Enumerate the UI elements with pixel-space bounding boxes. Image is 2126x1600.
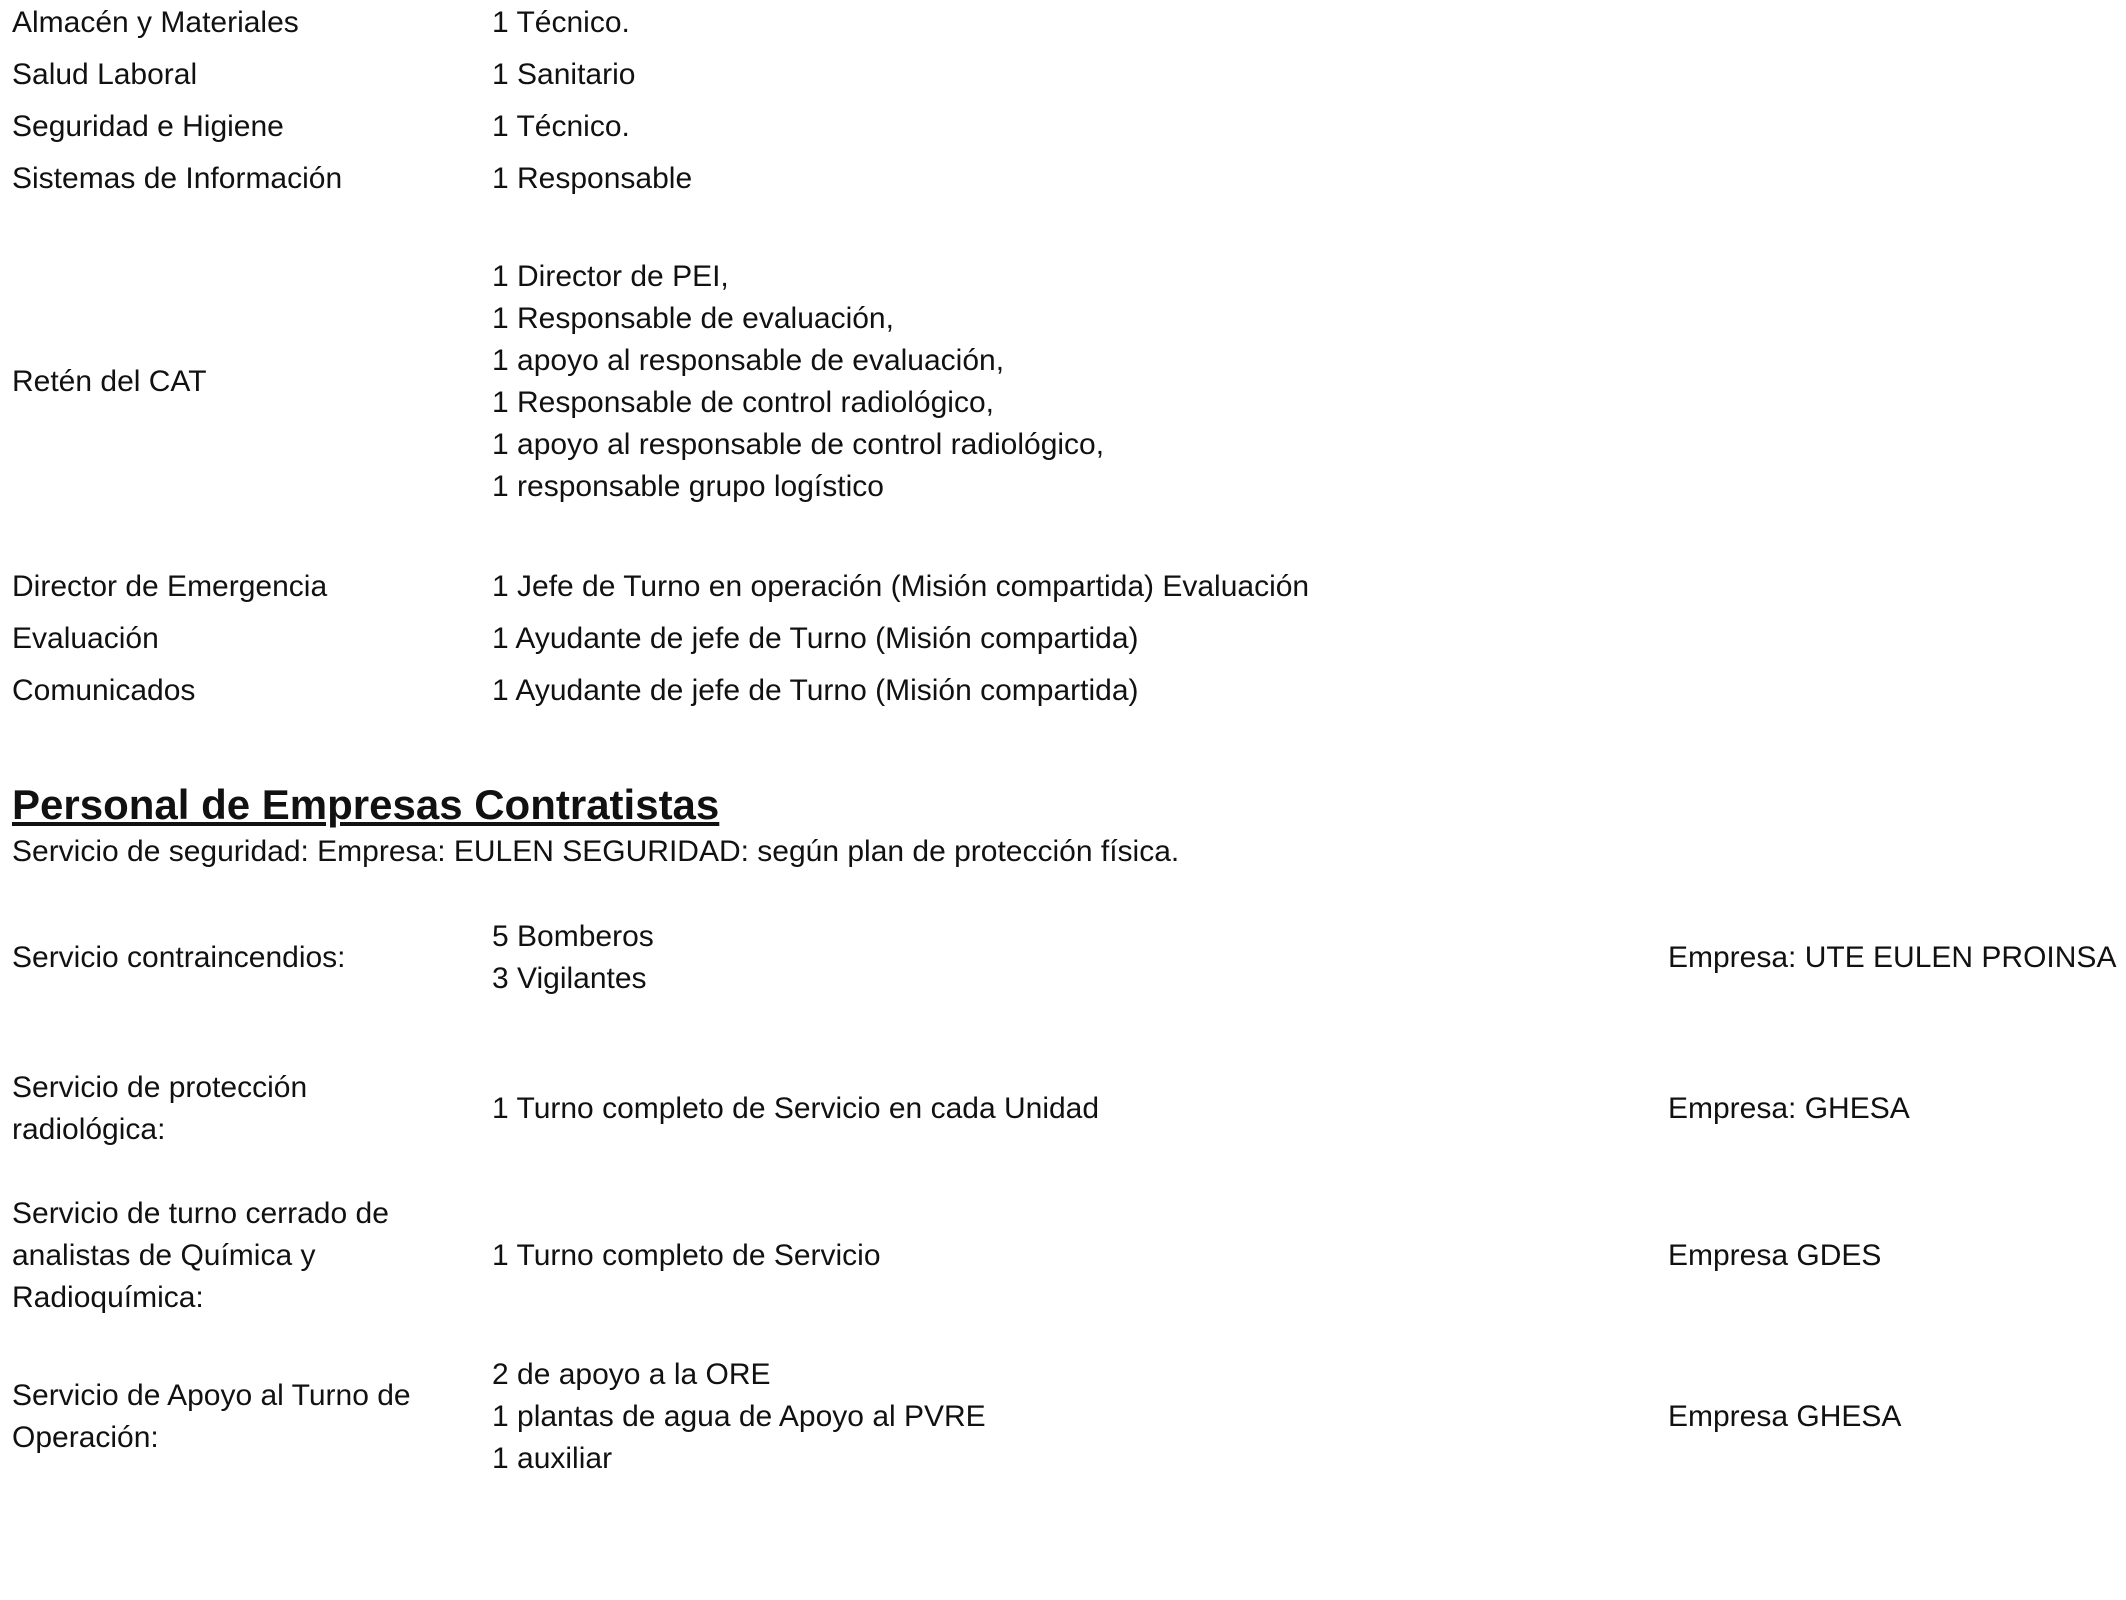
row-personnel: 1 Sanitario xyxy=(492,58,636,91)
row-area: Evaluación xyxy=(12,622,159,655)
service-personnel xyxy=(492,916,654,1000)
service-personnel-line: 5 Bomberos xyxy=(492,920,654,953)
service-personnel-line: 1 Turno completo de Servicio en cada Unidad xyxy=(492,1092,1100,1125)
service-personnel-line: 1 Turno completo de Servicio xyxy=(492,1239,881,1272)
reten-personnel-line: 1 apoyo al responsable de control radiológico, xyxy=(492,428,1105,461)
row-personnel: 1 Responsable xyxy=(492,162,693,195)
row-area: Director de Emergencia xyxy=(12,570,328,603)
service-name xyxy=(12,1067,307,1151)
service-company: Empresa GDES xyxy=(1668,1239,1882,1272)
service-personnel-line: 1 plantas de agua de Apoyo al PVRE xyxy=(492,1400,986,1433)
service-company: Empresa: UTE EULEN PROINSA xyxy=(1668,941,2117,974)
row-area: Comunicados xyxy=(12,674,196,707)
service-name-line: Servicio de protección xyxy=(12,1071,308,1104)
reten-personnel-list xyxy=(492,256,1104,508)
row-area: Salud Laboral xyxy=(12,58,198,91)
service-name-line: radiológica: xyxy=(12,1113,166,1146)
service-name xyxy=(12,1375,411,1459)
row-personnel: 1 Jefe de Turno en operación (Misión compartida) Evaluación xyxy=(492,570,1310,603)
service-name-line: Operación: xyxy=(12,1421,159,1454)
row-area: Almacén y Materiales xyxy=(12,6,299,39)
row-personnel: 1 Técnico. xyxy=(492,110,630,143)
service-name-line: Radioquímica: xyxy=(12,1281,204,1314)
reten-personnel-line: 1 apoyo al responsable de evaluación, xyxy=(492,344,1005,377)
service-personnel xyxy=(492,1088,1099,1130)
row-personnel: 1 Ayudante de jefe de Turno (Misión compartida) xyxy=(492,622,1139,655)
service-name xyxy=(12,937,346,979)
service-personnel-line: 2 de apoyo a la ORE xyxy=(492,1358,771,1391)
service-company: Empresa GHESA xyxy=(1668,1400,1902,1433)
reten-personnel-line: 1 Responsable de evaluación, xyxy=(492,302,894,335)
reten-personnel-line: 1 Director de PEI, xyxy=(492,260,729,293)
service-personnel xyxy=(492,1354,986,1480)
service-name-line: Servicio de turno cerrado de xyxy=(12,1197,389,1230)
service-personnel-line: 3 Vigilantes xyxy=(492,962,647,995)
service-name-line: analistas de Química y xyxy=(12,1239,316,1272)
reten-personnel-line: 1 Responsable de control radiológico, xyxy=(492,386,994,419)
service-name-line: Servicio contraincendios: xyxy=(12,941,346,974)
row-area: Sistemas de Información xyxy=(12,162,343,195)
security-service-line: Servicio de seguridad: Empresa: EULEN SEGURIDAD: según plan de protección física. xyxy=(12,835,1180,868)
row-area: Seguridad e Higiene xyxy=(12,110,284,143)
service-personnel xyxy=(492,1235,881,1277)
service-name-line: Servicio de Apoyo al Turno de xyxy=(12,1379,411,1412)
reten-personnel-line: 1 responsable grupo logístico xyxy=(492,470,884,503)
row-personnel: 1 Técnico. xyxy=(492,6,630,39)
service-company: Empresa: GHESA xyxy=(1668,1092,1910,1125)
section-heading: Personal de Empresas Contratistas xyxy=(12,780,720,828)
row-personnel: 1 Ayudante de jefe de Turno (Misión compartida) xyxy=(492,674,1139,707)
service-personnel-line: 1 auxiliar xyxy=(492,1442,613,1475)
reten-area: Retén del CAT xyxy=(12,365,207,398)
service-name xyxy=(12,1193,389,1319)
